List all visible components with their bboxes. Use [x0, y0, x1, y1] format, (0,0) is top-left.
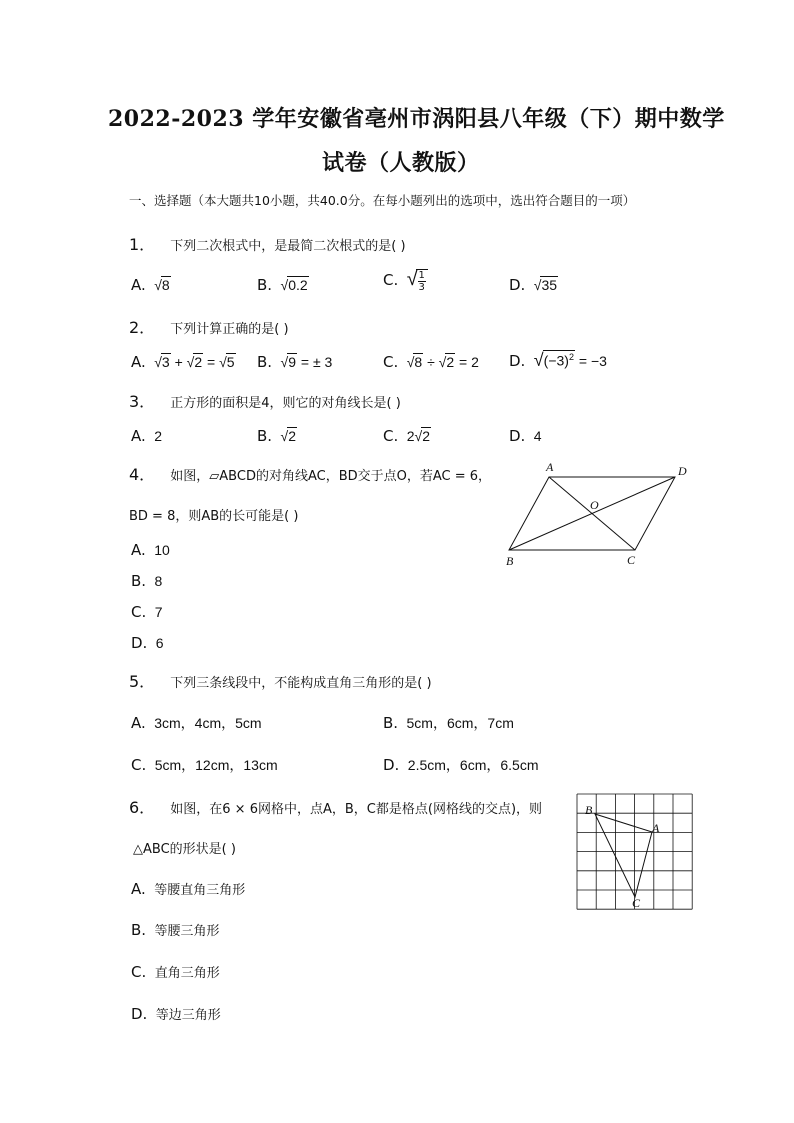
option-label: C. — [383, 271, 399, 289]
option-label: A. — [131, 427, 146, 445]
option-1b: B. √0.2 — [257, 276, 308, 294]
option-label: C. — [131, 756, 147, 774]
option-value: 6 — [155, 635, 164, 651]
option-value: 等腰直角三角形 — [154, 883, 246, 898]
option-label: C. — [383, 353, 399, 371]
radicand: (−3) — [543, 353, 569, 369]
question-1 — [129, 232, 406, 255]
option-2a: A. √3 + √2 = √5 — [131, 353, 235, 371]
option-value: 2 — [154, 428, 163, 444]
grid-lines — [577, 794, 692, 909]
option-6c — [131, 962, 220, 981]
parallelogram-figure — [500, 458, 700, 573]
option-4b — [131, 572, 162, 590]
option-label: B. — [131, 572, 147, 590]
question-5 — [129, 669, 432, 692]
question-number: 6． — [129, 798, 156, 817]
option-value: 0.2 — [288, 277, 308, 293]
option-4d — [131, 634, 164, 652]
radicand: 9 — [288, 354, 296, 370]
label-a: A — [546, 460, 554, 474]
question-stem: 下列二次根式中，是最简二次根式的是( ) — [170, 239, 406, 254]
option-3d — [509, 427, 542, 445]
option-4a — [131, 541, 170, 559]
question-6 — [129, 795, 542, 818]
option-value: 8 — [154, 573, 163, 589]
fraction-denominator: 3 — [418, 282, 425, 293]
option-label: B. — [257, 427, 273, 445]
triangle-abc — [595, 814, 652, 897]
exam-title-line1: 2022-2023 学年安徽省亳州市涡阳县八年级（下）期中数学 — [108, 106, 725, 132]
option-value: 直角三角形 — [154, 966, 220, 981]
option-value: 等腰三角形 — [154, 924, 220, 939]
option-label: D. — [509, 276, 526, 294]
question-stem-line2: △ABC的形状是( ) — [133, 842, 236, 857]
option-label: D. — [131, 1005, 148, 1023]
option-value: 2.5cm，6cm，6.5cm — [407, 757, 539, 773]
option-1c: C. √ $\frac{1}{3}$ — [383, 268, 428, 293]
option-label: B. — [257, 276, 273, 294]
radicand: 8 — [414, 354, 423, 370]
label-c: C — [632, 896, 641, 910]
option-label: B. — [131, 921, 147, 939]
question-3 — [129, 389, 401, 412]
question-number: 1． — [129, 235, 156, 254]
option-1a: A. √8 — [131, 276, 170, 294]
option-label: D. — [509, 352, 526, 370]
question-number: 5． — [129, 672, 156, 691]
question-stem: 下列计算正确的是( ) — [170, 322, 289, 337]
option-value: 3cm，4cm，5cm — [154, 715, 262, 731]
option-value: 35 — [541, 277, 558, 293]
grid-figure — [574, 792, 694, 916]
question-4 — [129, 462, 491, 485]
radicand: 2 — [194, 354, 203, 370]
option-label: A. — [131, 714, 146, 732]
option-label: B. — [383, 714, 399, 732]
question-stem: 下列三条线段中，不能构成直角三角形的是( ) — [170, 676, 432, 691]
option-label: D. — [131, 634, 148, 652]
option-5c — [131, 755, 278, 775]
section-heading: 一、选择题（本大题共10小题，共40.0分。在每小题列出的选项中，选出符合题目的一项） — [129, 193, 636, 208]
option-5d — [383, 755, 538, 775]
question-2 — [129, 315, 289, 338]
option-value: 2 — [422, 428, 430, 444]
option-value: 5cm，12cm，13cm — [154, 757, 278, 773]
question-stem: 正方形的面积是4，则它的对角线长是( ) — [170, 396, 401, 411]
radicand: 2 — [446, 354, 455, 370]
label-b: B — [585, 803, 593, 817]
option-3b: B. √2 — [257, 427, 296, 445]
question-stem-line1: 如图，▱ABCD的对角线AC，BD交于点O，若AC = 6， — [170, 469, 492, 484]
option-6b — [131, 920, 220, 939]
question-stem-line2: BD = 8，则AB的长可能是( ) — [129, 509, 299, 524]
option-value: 10 — [154, 542, 170, 558]
option-value: 5cm，6cm，7cm — [406, 715, 514, 731]
radicand: 5 — [226, 354, 235, 370]
label-a: A — [652, 821, 660, 835]
option-6d — [131, 1004, 221, 1023]
option-value: 8 — [161, 277, 170, 293]
question-number: 2． — [129, 318, 156, 337]
option-label: C. — [131, 963, 147, 981]
fraction-numerator: 1 — [418, 270, 425, 281]
rhs: = 2 — [459, 354, 479, 370]
option-1d: D. √35 — [509, 276, 558, 294]
option-2d: D. $√(-3)^2 = -3$ — [509, 350, 607, 370]
option-5a — [131, 713, 262, 733]
option-label: D. — [383, 756, 400, 774]
option-value: 等边三角形 — [155, 1008, 221, 1023]
option-2b: B. √9 = ± 3 — [257, 353, 333, 371]
rhs: = −3 — [578, 353, 607, 369]
option-2c: C. √8 ÷ √2 = 2 — [383, 353, 479, 371]
option-value: 4 — [533, 428, 542, 444]
label-b: B — [506, 554, 514, 568]
option-5b — [383, 713, 514, 733]
coefficient: 2 — [406, 428, 415, 444]
label-d: D — [678, 464, 687, 478]
label-o: O — [590, 498, 599, 512]
question-number: 4． — [129, 465, 156, 484]
option-value: 2 — [288, 428, 296, 444]
label-c: C — [627, 553, 636, 567]
option-label: C. — [383, 427, 399, 445]
option-value: 7 — [154, 604, 163, 620]
rhs: = ± 3 — [300, 354, 333, 370]
radicand: 3 — [161, 354, 170, 370]
option-label: A. — [131, 541, 146, 559]
option-label: C. — [131, 603, 147, 621]
option-3c: C. 2√2 — [383, 427, 430, 445]
option-label: D. — [509, 427, 526, 445]
exam-title-line2: 试卷（人教版） — [322, 150, 480, 176]
question-stem-line1: 如图，在6 × 6网格中，点A，B，C都是格点(网格线的交点)，则 — [170, 802, 543, 817]
option-label: A. — [131, 880, 146, 898]
question-number: 3． — [129, 392, 156, 411]
option-4c — [131, 603, 163, 621]
option-label: A. — [131, 276, 146, 294]
option-label: A. — [131, 353, 146, 371]
option-label: B. — [257, 353, 273, 371]
option-3a — [131, 427, 162, 445]
option-6a — [131, 879, 245, 898]
diagonal-bd — [509, 477, 675, 550]
